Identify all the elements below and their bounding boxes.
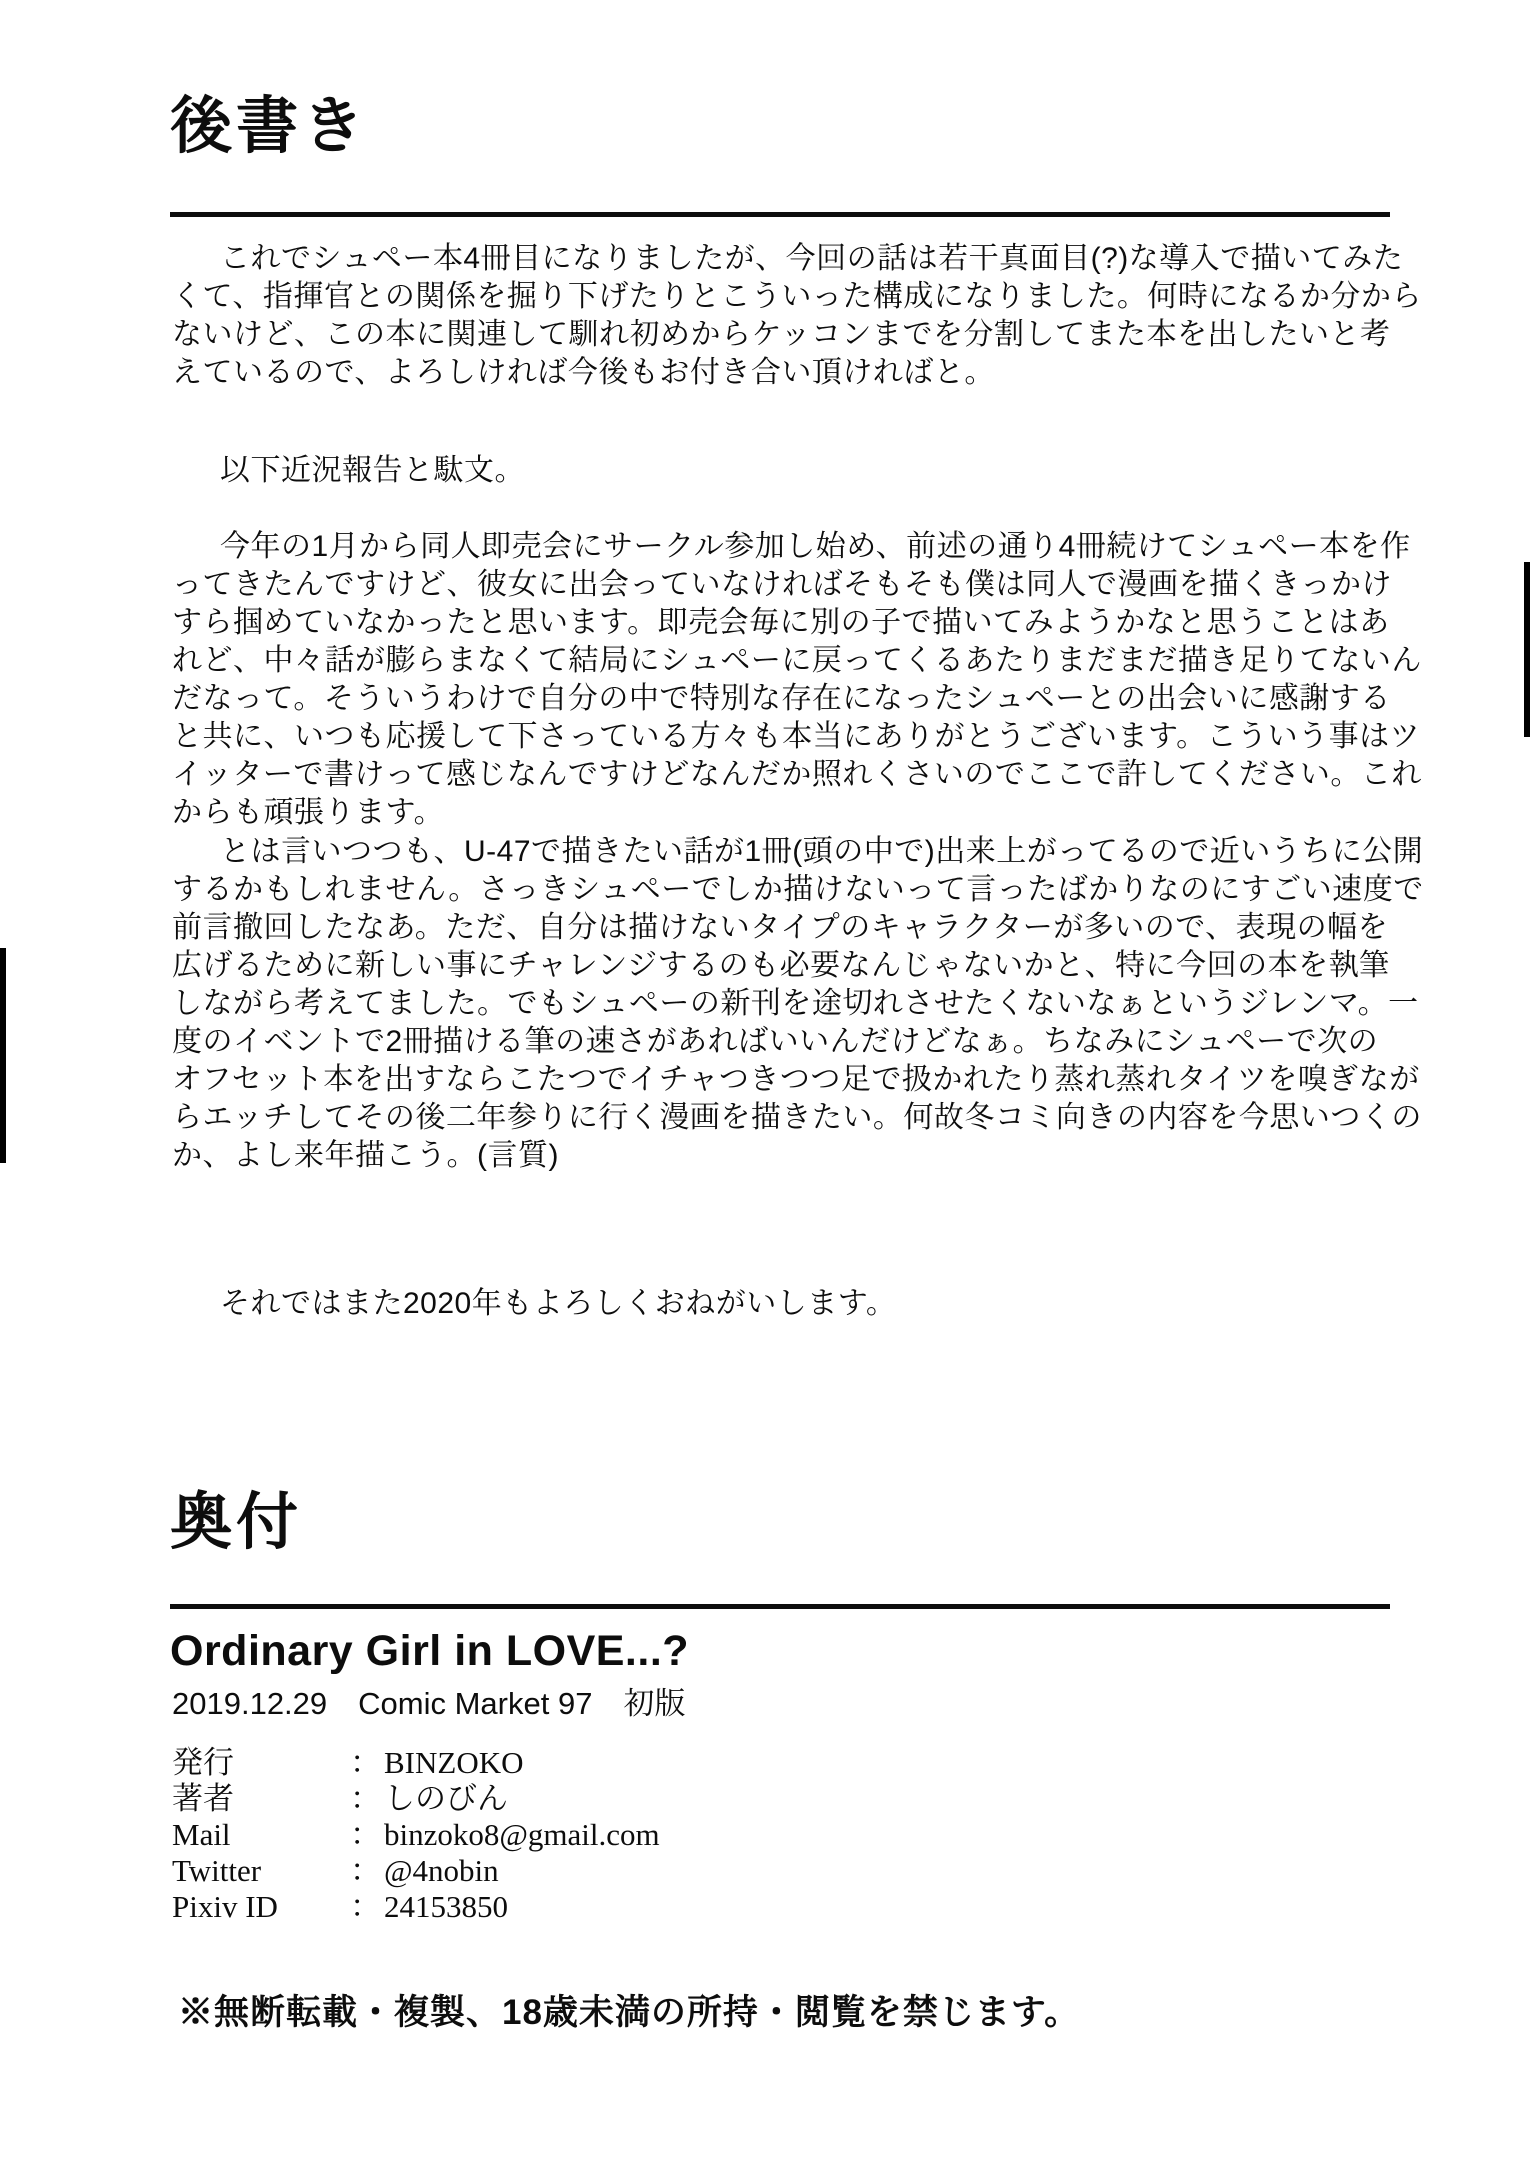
text-line: れど、中々話が膨らまなくて結局にシュペーに戻ってくるあたりまだまだ描き足りてないん bbox=[172, 644, 1422, 677]
credit-colon: ： bbox=[350, 1781, 381, 1816]
credit-label: Mail bbox=[172, 1817, 231, 1852]
credit-row-author bbox=[172, 1781, 660, 1817]
afterword-closing bbox=[172, 1285, 1412, 1323]
credit-row-mail bbox=[172, 1817, 660, 1853]
text-line: するかもしれません。さっきシュペーでしか描けないって言ったばかりなのにすごい速度で bbox=[172, 873, 1424, 906]
text-line: ってきたんですけど、彼女に出会っていなければそもそも僕は同人で漫画を描くきっかけ bbox=[172, 568, 1392, 601]
afterword-heading-rule bbox=[170, 212, 1390, 217]
afterword-paragraph-2 bbox=[172, 528, 1422, 832]
text-line: くて、指揮官との関係を掘り下げたりとこういった構成になりました。何時になるか分から bbox=[172, 280, 1422, 313]
credit-value: しのびん bbox=[384, 1781, 508, 1816]
afterword-heading: 後書き bbox=[170, 92, 369, 161]
credit-colon: ： bbox=[350, 1889, 381, 1924]
credit-row-twitter bbox=[172, 1853, 660, 1889]
release-info: 2019.12.29 Comic Market 97 初版 bbox=[172, 1686, 686, 1721]
text-line: か、よし来年描こう。(言質) bbox=[172, 1139, 559, 1172]
text-line: 度のイベントで2冊描ける筆の速さがあればいいんだけどなぁ。ちなみにシュペーで次の bbox=[172, 1025, 1379, 1058]
credit-row-pixiv bbox=[172, 1889, 660, 1925]
scan-artifact-left-edge bbox=[0, 948, 6, 1163]
credit-colon: ： bbox=[350, 1853, 381, 1888]
text-line: これでシュペー本4冊目になりましたが、今回の話は若干真面目(?)な導入で描いてみた bbox=[220, 242, 1404, 275]
credit-value: binzoko8@gmail.com bbox=[384, 1817, 660, 1852]
text-line: イッターで書けって感じなんですけどなんだか照れくさいのでここで許してください。これ bbox=[172, 758, 1422, 791]
afterword-paragraph-1 bbox=[172, 240, 1422, 392]
text-line: と共に、いつも応援して下さっている方々も本当にありがとうございます。こういう事はツ bbox=[172, 720, 1421, 753]
text-line: 今年の1月から同人即売会にサークル参加し始め、前述の通り4冊続けてシュペー本を作 bbox=[220, 530, 1411, 563]
text-line: ないけど、この本に関連して馴れ初めからケッコンまでを分割してまた本を出したいと考 bbox=[172, 318, 1391, 351]
credit-label: Pixiv ID bbox=[172, 1889, 278, 1924]
text-line: 前言撤回したなあ。ただ、自分は描けないタイプのキャラクターが多いので、表現の幅を bbox=[172, 911, 1389, 944]
credit-label: 発行 bbox=[172, 1745, 234, 1780]
text-line: からも頑張ります。 bbox=[172, 796, 445, 829]
reproduction-notice: ※無断転載・複製、18歳未満の所持・閲覧を禁じます。 bbox=[178, 1993, 1081, 2032]
afterword-interlude bbox=[172, 452, 1412, 490]
afterword-paragraph-3 bbox=[172, 833, 1424, 1175]
credit-label: 著者 bbox=[172, 1781, 234, 1816]
text-line: 広げるために新しい事にチャレンジするのも必要なんじゃないかと、特に今回の本を執筆 bbox=[172, 949, 1390, 982]
text-line: オフセット本を出すならこたつでイチャつきつつ足で扱かれたり蒸れ蒸れタイツを嗅ぎなが bbox=[172, 1063, 1420, 1096]
text-line: えているので、よろしければ今後もお付き合い頂ければと。 bbox=[172, 356, 995, 389]
credit-row-publisher bbox=[172, 1745, 660, 1781]
credit-value: @4nobin bbox=[384, 1853, 499, 1888]
credits-list bbox=[172, 1745, 660, 1925]
text-line: だなって。そういうわけで自分の中で特別な存在になったシュペーとの出会いに感謝する bbox=[172, 682, 1391, 715]
text-line: それではまた2020年もよろしくおねがいします。 bbox=[220, 1287, 897, 1320]
credit-value: BINZOKO bbox=[384, 1745, 524, 1780]
colophon-heading-rule bbox=[170, 1604, 1390, 1609]
credit-label: Twitter bbox=[172, 1853, 262, 1888]
credit-colon: ： bbox=[350, 1745, 381, 1780]
credit-value: 24153850 bbox=[384, 1889, 508, 1924]
text-line: すら掴めていなかったと思います。即売会毎に別の子で描いてみようかなと思うことはあ bbox=[172, 606, 1390, 639]
scan-artifact-right-edge bbox=[1524, 562, 1530, 737]
book-title: Ordinary Girl in LOVE...? bbox=[170, 1627, 690, 1675]
colophon-heading: 奥付 bbox=[170, 1488, 303, 1557]
credit-colon: ： bbox=[350, 1817, 381, 1852]
text-line: とは言いつつも、U-47で描きたい話が1冊(頭の中で)出来上がってるので近いうちに公開 bbox=[220, 835, 1424, 868]
text-line: らエッチしてその後二年参りに行く漫画を描きたい。何故冬コミ向きの内容を今思いつくの bbox=[172, 1101, 1422, 1134]
text-line: しながら考えてました。でもシュペーの新刊を途切れさせたくないなぁというジレンマ。一 bbox=[172, 987, 1419, 1020]
text-line: 以下近況報告と駄文。 bbox=[220, 454, 525, 487]
